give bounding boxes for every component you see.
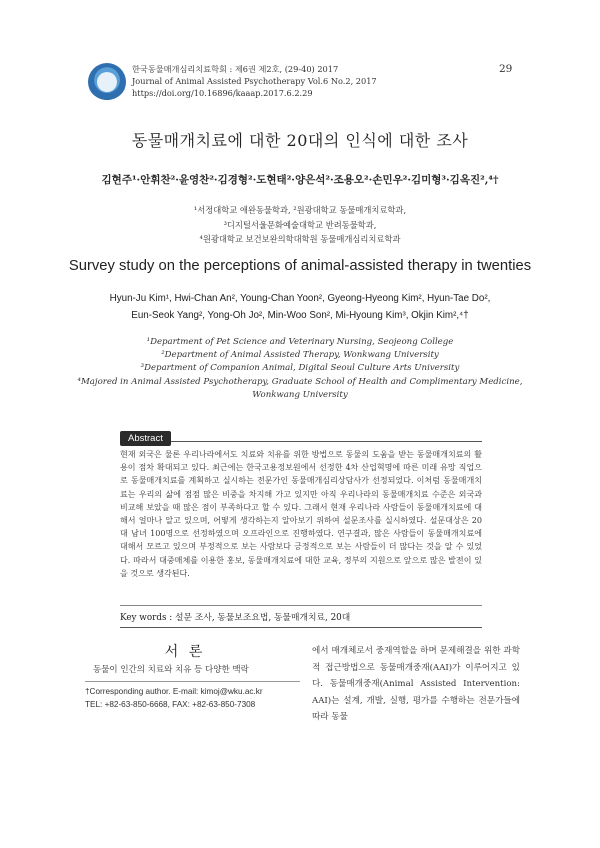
corresponding-footnote — [85, 685, 315, 711]
doi-link[interactable]: https://doi.org/10.16896/kaaap.2017.6.2.29 — [132, 88, 313, 98]
journal-name-ko: 한국동물매개심리치료학회 : 제6권 제2호, (29-40) 2017 — [132, 64, 339, 74]
footnote-rule — [85, 681, 300, 682]
abstract-divider — [120, 605, 482, 606]
footnote-email: †Corresponding author. E-mail: kimoj@wku.ac.kr — [85, 687, 263, 696]
page-number: 29 — [499, 63, 513, 75]
affiliation-ko-line: ³디지털서울문화예술대학교 반려동물학과, — [223, 219, 377, 230]
affiliation-en-line: ³Department of Companion Animal, Digital Seoul Culture Arts University — [140, 363, 460, 374]
authors-en-line: Eun-Seok Yang², Yong-Oh Jo², Min-Woo Son², Mi-Hyoung Kim³, Okjin Kim²,⁴† — [131, 310, 469, 321]
affiliation-en-line: Wonkwang University — [252, 389, 348, 400]
abstract-label: Abstract — [120, 431, 171, 446]
authors-en-line: Hyun-Ju Kim¹, Hwi-Chan An², Young-Chan Yoon², Gyeong-Hyeong Kim², Hyun-Tae Do², — [109, 293, 491, 304]
journal-name-en: Journal of Animal Assisted Psychotherapy Vol.6 No.2, 2017 — [132, 76, 377, 86]
authors-english — [0, 290, 600, 324]
affiliations-korean — [0, 203, 600, 247]
abstract-top-rule — [120, 441, 482, 442]
society-logo-icon — [88, 63, 126, 101]
affiliation-en-line: ⁴Majored in Animal Assisted Psychotherapy, Graduate School of Health and Complimentary Medicine, — [77, 376, 523, 387]
affiliations-english — [0, 336, 600, 402]
authors-korean: 김현주¹·안휘찬²·윤영찬²·김경형²·도현태²·양은석²·조용오²·손민우²·김미형³·김옥진²,⁴† — [101, 174, 499, 186]
title-english: Survey study on the perceptions of animal-assisted therapy in twenties — [68, 258, 532, 274]
abstract-bottom-rule — [120, 627, 482, 628]
affiliation-ko-line: ⁴원광대학교 보건보완의학대학원 동물매개심리치료학과 — [199, 234, 401, 244]
journal-info — [132, 63, 377, 99]
intro-text-left: 동물이 인간의 치료와 치유 등 다양한 맥락 — [93, 665, 249, 675]
affiliation-en-line: ¹Department of Pet Science and Veterinary Nursing, Seojeong College — [146, 337, 454, 347]
affiliation-en-line: ²Department of Animal Assisted Therapy, Wonkwang University — [161, 350, 439, 361]
intro-text-right: 에서 매개체로서 중재역할을 하며 문제해결을 위한 과학적 접근방법으로 동물매개중재(AAI)가 이루어지고 있다. 동물매개중재(Animal Assisted Intervention: AAI)는 설계, 개발, 실행, 평가를 수행하는 전문가들에 따라 동물 — [312, 646, 520, 722]
footnote-phone: TEL: +82-63-850-6668, FAX: +82-63-850-7308 — [85, 700, 256, 709]
keywords: Key words : 설문 조사, 동물보조요법, 동물매개치료, 20대 — [120, 613, 351, 623]
section-title-introduction: 서 론 — [164, 644, 206, 660]
abstract-text: 현재 외국은 물론 우리나라에서도 치료와 치유를 위한 방법으로 동물의 도움을 받는 동물매개치료의 활용이 점차 확대되고 있다. 최근에는 한국고용정보원에서 선정한 4차 산업혁명에 따른 미래 유망 직업으로 동물매개치료를 계획하고 실시하는 전문가인 동물매개심리상담사가 선정되었다. 이처럼 동물매개치료는 우리의 삶에 점점 많은 비중을 차지해 가고 있지만 아직 우리나라의 동물매개치료 수준은 외국과 비교해 보았을 때 많은 점이 부족하다고 할 수 있다. 그래서 현재 우리나라 사람들이 동물매개치료에 대해서 얼마나 알고 있으며, 어떻게 생각하는지 알아보기 위하여 설문조사를 실시하였다. 설문대상은 20대 남녀 100명으로 선정하였으며 오프라인으로 진행하였다. 연구결과, 많은 사람들이 동물매개치료에 대해서 모르고 있으며 부정적으로 보는 사람보다 긍정적으로 보는 사람들이 더 많다는 것을 알 수 있었다. 따라서 대중매체를 이용한 홍보, 동물매개치료에 대한 교육, 정부의 지원으로 앞으로 많은 발전이 있을 것으로 생각된다. — [120, 450, 482, 578]
affiliation-ko-line: ¹서정대학교 애완동물학과, ²원광대학교 동물매개치료학과, — [193, 205, 407, 215]
title-korean: 동물매개치료에 대한 20대의 인식에 대한 조사 — [131, 131, 469, 150]
